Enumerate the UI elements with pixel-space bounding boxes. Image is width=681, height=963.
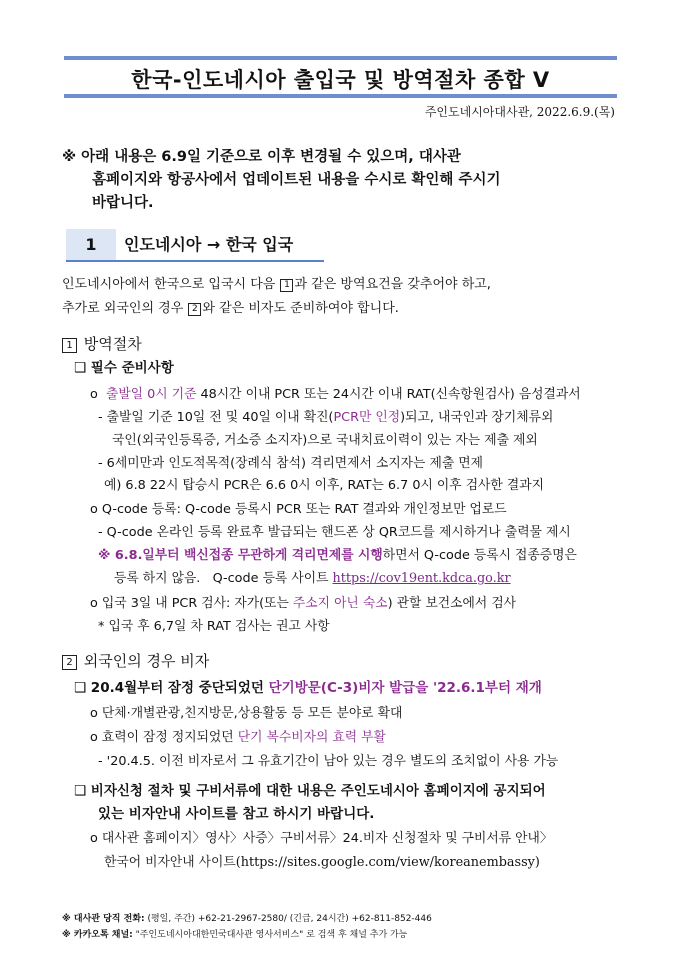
subheading-text: ❑ 20.4월부터 잠정 중단되었던	[74, 680, 269, 696]
body-text: o 입국 3일 내 PCR 검사: 자가(또는	[90, 596, 293, 611]
highlight-text: 출발일 0시 기준	[105, 387, 197, 402]
issue-date: 주인도네시아대사관, 2022.6.9.(목)	[424, 105, 615, 119]
visa-site-link[interactable]: (https://sites.google.com/view/koreanembassy)	[235, 855, 540, 870]
body-text: 등록 하지 않음.	[114, 571, 201, 586]
visa-scope-line: o 단체·개별관광,친지방문,상용활동 등 모든 분야로 확대	[90, 706, 403, 721]
notice-line-1: ※ 아래 내용은 6.9일 기준으로 이후 변경될 수 있으며, 대사관	[62, 149, 461, 165]
exemption-line-1	[98, 406, 553, 425]
body-text: - 출발일 기준 10일 전 및 40일 이내 확진(	[98, 410, 334, 425]
section-title: 인도네시아 → 한국 입국	[124, 235, 294, 254]
visa-guide-subheading-2: 있는 비자안내 사이트를 참고 하시기 바랍니다.	[98, 806, 375, 822]
intro-text: 추가로 외국인의 경우	[62, 301, 188, 316]
part1-heading-text: 방역절차	[83, 335, 142, 353]
footer-phone	[62, 911, 432, 924]
boxed-number: 1	[62, 338, 77, 353]
qcode-site-link[interactable]: https://cov19ent.kdca.go.kr	[332, 571, 511, 586]
intro-line-2	[62, 297, 399, 316]
highlight-text: ※ 6.8.일부터 백신접종 무관하게 격리면제를 시행	[98, 548, 383, 563]
part2-subheading	[74, 676, 542, 696]
notice-line-2: 홈페이지와 항공사에서 업데이트된 내용을 수시로 확인해 주시기	[92, 172, 501, 188]
footer-label: ※ 카카오톡 채널:	[62, 930, 133, 940]
footer-label: ※ 대사관 당직 전화:	[62, 914, 145, 924]
bullet: o	[90, 387, 98, 402]
body-text: )되고, 내국인과 장기체류외	[400, 410, 554, 425]
intro-text: 과 같은 방역요건을 갖추어야 하고,	[294, 277, 491, 292]
intro-line-1	[62, 273, 491, 292]
section-header	[66, 229, 324, 262]
part2-heading	[62, 650, 209, 671]
part1-heading	[62, 333, 142, 354]
body-text: 한국어 비자안내 사이트	[104, 855, 236, 870]
embassy-path-line: o 대사관 홈페이지〉영사〉사증〉구비서류〉24.비자 신청절차 및 구비서류 안내〉	[90, 831, 553, 846]
prior-visa-line: - '20.4.5. 이전 비자로서 그 유효기간이 남아 있는 경우 별도의 조치없이 사용 가능	[98, 754, 559, 769]
pcr-requirement	[90, 383, 581, 402]
boxed-number: 1	[280, 279, 293, 292]
section-number: 1	[66, 229, 116, 260]
highlight-text: 주소지 아닌 숙소	[292, 596, 388, 611]
title-top-rule	[64, 56, 617, 60]
part2-heading-text: 외국인의 경우 비자	[83, 652, 210, 670]
notice-line-3: 바랍니다.	[92, 195, 154, 211]
vaccine-note	[98, 544, 577, 563]
body-text: 하면서 Q-code 등록시 접종증명은	[382, 548, 577, 563]
rat-note: * 입국 후 6,7일 차 RAT 검사는 권고 사항	[98, 619, 330, 634]
footer-kakao	[62, 927, 407, 940]
visa-guide-subheading-1: ❑ 비자신청 절차 및 구비서류에 대한 내용은 주인도네시아 홈페이지에 공지되어	[74, 783, 546, 799]
part1-subheading: ❑ 필수 준비사항	[74, 360, 174, 376]
exemption-line-2: 국인(외국인등록증, 거소증 소지자)으로 국내치료이력이 있는 자는 제출 제외	[112, 433, 538, 448]
footer-text: "주인도네시아대한민국대사관 영사서비스" 로 검색 후 채널 추가 가능	[132, 930, 408, 940]
qcode-site-line	[114, 567, 511, 586]
qcode-line-2: - Q-code 온라인 등록 완료후 발급되는 핸드폰 상 QR코드를 제시하거나 출력물 제시	[98, 525, 571, 540]
qcode-line-1: o Q-code 등록: Q-code 등록시 PCR 또는 RAT 결과와 개인정보만 업로드	[90, 502, 507, 517]
visa-site-line	[104, 851, 540, 870]
body-text: Q-code 등록 사이트	[212, 571, 333, 586]
page-title: 한국-인도네시아 출입국 및 방역절차 종합 V	[131, 68, 550, 92]
highlight-text: PCR만 인정	[333, 410, 401, 425]
intro-text: 인도네시아에서 한국으로 입국시 다음	[62, 277, 280, 292]
pcr-test-line	[90, 592, 516, 611]
boxed-number: 2	[62, 655, 77, 670]
intro-text: 와 같은 비자도 준비하여야 합니다.	[202, 301, 399, 316]
title-bottom-rule	[64, 94, 617, 98]
highlight-text: 단기 복수비자의 효력 부활	[237, 730, 386, 745]
exemption-line-3: - 6세미만과 인도적목적(장례식 참석) 격리면제서 소지자는 제출 면제	[98, 456, 483, 471]
body-text: 48시간 이내 PCR 또는 24시간 이내 RAT(신속항원검사) 음성결과서	[196, 387, 581, 402]
body-text: ) 관할 보건소에서 검사	[387, 596, 517, 611]
boxed-number: 2	[188, 303, 201, 316]
footer-text: (평일, 주간) +62-21-2967-2580/ (긴급, 24시간) +62-811-852-446	[144, 914, 432, 924]
example-line: 예) 6.8 22시 탑승시 PCR은 6.6 0시 이후, RAT는 6.7 0시 이후 검사한 결과지	[104, 478, 544, 493]
body-text: o 효력이 잠정 정지되었던	[90, 730, 238, 745]
multiple-visa-line	[90, 726, 386, 745]
highlight-text: 단기방문(C-3)비자 발급을 '22.6.1부터 재개	[268, 680, 542, 696]
